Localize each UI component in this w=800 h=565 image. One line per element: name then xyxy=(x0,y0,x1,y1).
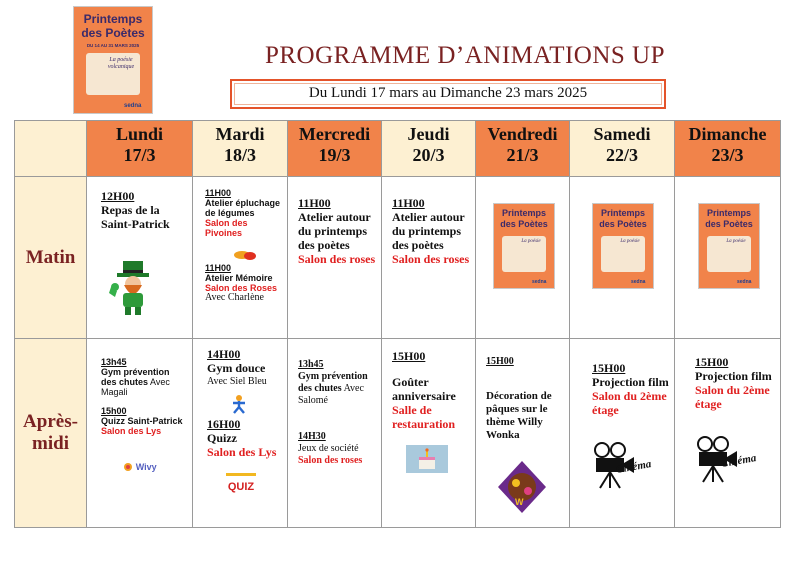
poster-theme-line1: La poésie xyxy=(726,239,746,244)
day-date: 19/3 xyxy=(318,145,351,165)
corner-cell xyxy=(15,121,87,177)
day-header-mercredi xyxy=(288,121,382,177)
event-time: 12H00 xyxy=(101,189,135,203)
cinema-label: Cinéma xyxy=(615,458,653,476)
leprechaun-icon xyxy=(109,259,159,317)
gym-icon xyxy=(229,394,249,414)
morning-mardi xyxy=(193,177,288,339)
event-note: Avec Charlène xyxy=(205,292,264,303)
poster-theme-line1: La poésie xyxy=(109,57,133,63)
event-title: Repas de la Saint-Patrick xyxy=(101,203,170,231)
printemps-des-poetes-poster xyxy=(592,203,654,289)
poster-title-line2: des Poètes xyxy=(599,219,647,229)
event-time: 14H00 xyxy=(207,347,241,361)
poster-logo: sedna xyxy=(631,279,646,285)
day-name: Mercredi xyxy=(298,124,371,144)
poster-logo: sedna xyxy=(737,279,752,285)
date-range-box xyxy=(230,79,666,109)
day-name: Mardi xyxy=(215,124,265,144)
wivy-icon xyxy=(123,462,133,472)
quiz-logo: QUIZ xyxy=(226,473,256,498)
row-label-line2: midi xyxy=(32,433,69,454)
event-title: Quizz Saint-Patrick xyxy=(101,416,183,426)
poster-title-line1: Printemps xyxy=(706,208,751,218)
morning-dimanche xyxy=(675,177,781,339)
event-time: 11H00 xyxy=(205,263,232,273)
event-title: Gym prévention des chutes xyxy=(298,371,368,394)
morning-samedi xyxy=(570,177,675,339)
poster-title-line1: Printemps xyxy=(501,208,546,218)
afternoon-dimanche xyxy=(675,339,781,528)
event-note: Avec Salomé xyxy=(298,383,364,406)
poster-title-line1: Printemps xyxy=(83,12,143,26)
event-time: 15H00 xyxy=(695,355,729,369)
event-place: Salon du 2ème étage xyxy=(592,389,667,417)
event-title: Atelier autour du printemps des poètes xyxy=(392,210,465,252)
day-name: Dimanche xyxy=(688,124,767,144)
schedule-table xyxy=(14,120,781,528)
row-label-line1: Après- xyxy=(23,411,78,432)
wivy-logo xyxy=(123,461,163,473)
event-place: Salon des roses xyxy=(298,252,376,266)
event-place: Salon du 2ème étage xyxy=(695,383,770,411)
morning-vendredi xyxy=(476,177,570,339)
vegetables-icon xyxy=(233,249,257,261)
day-date: 22/3 xyxy=(605,145,638,165)
day-header-samedi xyxy=(570,121,675,177)
event-place: Salon des roses xyxy=(392,252,470,266)
day-name: Lundi xyxy=(115,124,164,144)
event-time: 15H00 xyxy=(392,349,426,363)
day-header-dimanche xyxy=(675,121,781,177)
event-title: Goûter anniversaire xyxy=(392,375,456,403)
afternoon-vendredi xyxy=(476,339,570,528)
event-title: Jeux de société xyxy=(298,443,359,454)
afternoon-samedi xyxy=(570,339,675,528)
day-name: Vendredi xyxy=(487,124,558,144)
event-time: 13h45 xyxy=(298,359,324,370)
event-place: Salon des Roses xyxy=(205,283,278,293)
poster-title-line2: des Poètes xyxy=(705,219,753,229)
day-name: Samedi xyxy=(593,124,651,144)
event-place: Salon des Lys xyxy=(207,445,277,459)
event-place: Salon des Lys xyxy=(101,426,162,436)
event-place: Salon des roses xyxy=(298,455,363,466)
event-time: 11H00 xyxy=(205,188,232,198)
row-label-afternoon xyxy=(15,339,87,528)
day-date: 18/3 xyxy=(223,145,256,165)
event-title: Atelier autour du printemps des poètes xyxy=(298,210,371,252)
event-title: Gym prévention des chutes xyxy=(101,367,170,387)
cinema-label: Cinéma xyxy=(720,452,758,470)
event-note: Avec Siel Bleu xyxy=(207,376,267,387)
poster-title-line2: des Poètes xyxy=(500,219,548,229)
day-date: 20/3 xyxy=(412,145,445,165)
event-time: 11H00 xyxy=(392,196,425,210)
event-time: 15H00 xyxy=(486,356,514,367)
day-header-jeudi xyxy=(382,121,476,177)
event-time: 16H00 xyxy=(207,417,241,431)
event-time: 14H30 xyxy=(298,431,326,442)
day-date: 23/3 xyxy=(711,145,744,165)
event-title: Décoration de pâques sur le thème Willy Wonka xyxy=(486,390,552,441)
poster-theme-line2: volcanique xyxy=(107,64,135,70)
day-date: 21/3 xyxy=(506,145,539,165)
morning-mercredi xyxy=(288,177,382,339)
event-title: Gym douce xyxy=(207,361,266,375)
event-time: 13h45 xyxy=(101,357,127,367)
svg-text:W: W xyxy=(515,497,524,507)
event-time: 15H00 xyxy=(592,361,626,375)
afternoon-jeudi xyxy=(382,339,476,528)
poster-theme-line1: La poésie xyxy=(521,239,541,244)
birthday-cake-icon xyxy=(406,445,448,473)
printemps-des-poetes-poster xyxy=(493,203,555,289)
wivy-text: Wivy xyxy=(135,462,157,472)
event-title: Atelier Mémoire xyxy=(205,273,273,283)
page-title: PROGRAMME D’ANIMATIONS UP xyxy=(264,42,666,69)
event-place: Salon des Pivoines xyxy=(205,218,248,238)
poster-title-line2: des Poètes xyxy=(81,26,145,40)
event-note: Avec Magali xyxy=(101,377,170,397)
event-title: Projection film xyxy=(592,375,669,389)
poster-theme-line1: La poésie xyxy=(620,239,640,244)
row-label-morning: Matin xyxy=(15,177,87,339)
day-header-lundi xyxy=(87,121,193,177)
printemps-des-poetes-poster xyxy=(698,203,760,289)
morning-jeudi xyxy=(382,177,476,339)
morning-lundi xyxy=(87,177,193,339)
poster-logo: sedna xyxy=(124,103,142,109)
event-time: 11H00 xyxy=(298,196,331,210)
date-range: Du Lundi 17 mars au Dimanche 23 mars 2025 xyxy=(308,85,588,101)
poster-dates: DU 14 AU 31 MARS 2025 xyxy=(86,43,140,48)
event-title: Atelier épluchage de légumes xyxy=(205,198,281,218)
event-time: 15h00 xyxy=(101,406,127,416)
event-place: Salle de restauration xyxy=(392,403,456,431)
afternoon-mardi xyxy=(193,339,288,528)
day-header-mardi xyxy=(193,121,288,177)
afternoon-lundi xyxy=(87,339,193,528)
day-date: 17/3 xyxy=(123,145,156,165)
poster-logo: sedna xyxy=(532,279,547,285)
afternoon-mercredi xyxy=(288,339,382,528)
event-title: Projection film xyxy=(695,369,772,383)
willy-wonka-chocolate-icon xyxy=(494,457,550,515)
day-header-vendredi xyxy=(476,121,570,177)
printemps-des-poetes-poster xyxy=(73,6,153,114)
poster-title-line1: Printemps xyxy=(600,208,645,218)
event-title: Quizz xyxy=(207,431,237,445)
day-name: Jeudi xyxy=(407,124,450,144)
